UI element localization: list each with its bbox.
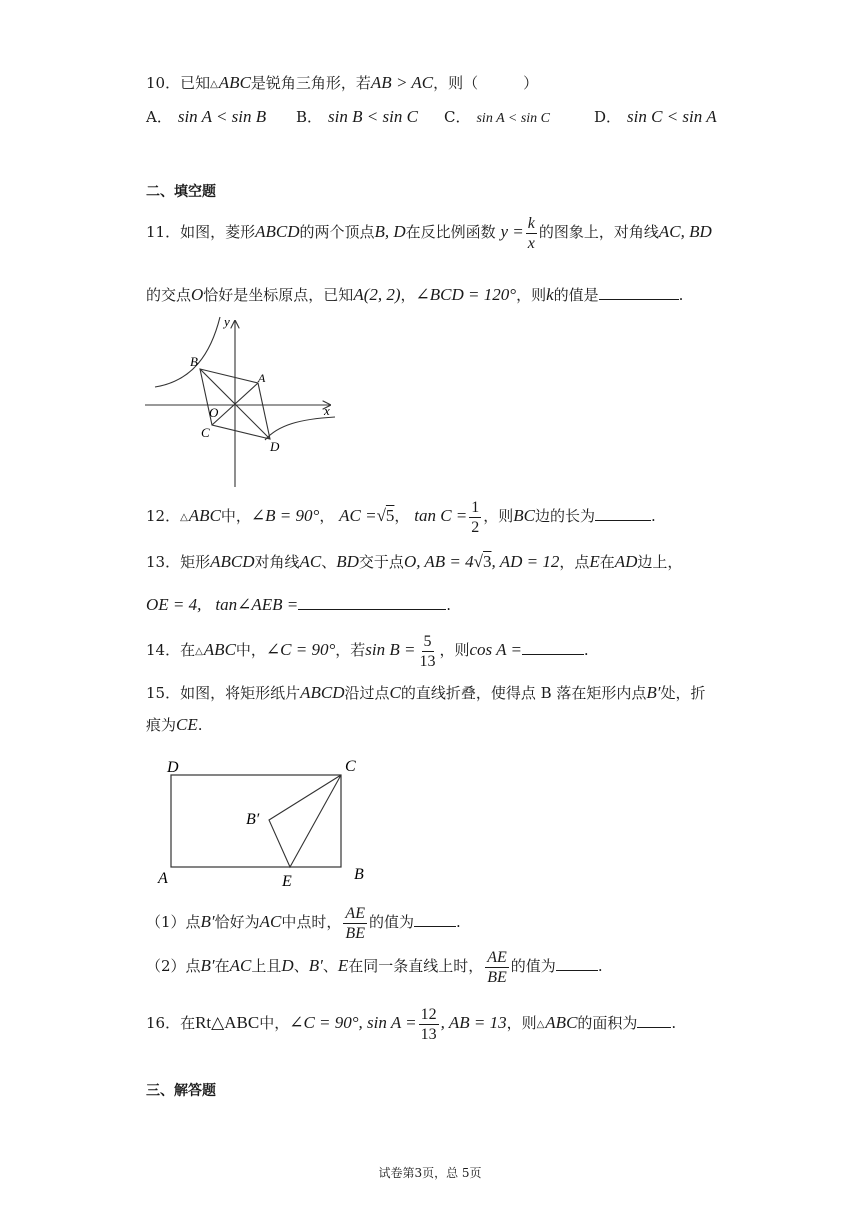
label-x: x xyxy=(324,403,330,418)
q10-stem: 10．已知△ABC是锐角三角形，若AB > AC，则（ ） xyxy=(146,73,539,92)
q10-option-d[interactable]: D． sin C < sin A xyxy=(594,107,717,126)
q15-sub1-answer-blank[interactable] xyxy=(414,926,456,927)
label-d: D xyxy=(167,759,179,776)
q11-answer-blank[interactable] xyxy=(599,299,679,300)
label-c: C xyxy=(201,425,210,440)
q11-fraction-k-x: $\frac{k}{x}$ xyxy=(527,214,535,252)
q15-sub2-answer-blank[interactable] xyxy=(556,970,598,971)
q12-fraction-one-half: $\frac{1}{2}$ xyxy=(471,498,480,536)
q13-line2: OE = 4, tan∠AEB = . xyxy=(146,595,452,614)
label-e: E xyxy=(282,873,292,890)
q15-fraction-ae-be: $\frac{AE}{BE}$ xyxy=(345,904,365,942)
label-a: A xyxy=(158,870,168,887)
label-a: A xyxy=(258,371,266,385)
q11-line1: 11．如图，菱形ABCD的两个顶点B, D在反比例函数 y = $\frac{k}{x}$ 的图象上，对角线AC, BD xyxy=(146,214,712,252)
hyperbola-branch-right xyxy=(265,417,335,440)
label-b-prime: B′ xyxy=(246,811,260,828)
label-o: O xyxy=(209,405,219,420)
q13-line1: 13．矩形ABCD对角线AC、BD交于点O, AB = 4√3, AD = 12，点E在AD边上， xyxy=(146,552,683,571)
q15-line2: 痕为CE. xyxy=(146,715,203,734)
q12-answer-blank[interactable] xyxy=(595,520,651,521)
label-d: D xyxy=(270,439,280,454)
figure-folded-rectangle xyxy=(150,752,380,892)
section-heading-solve: 三、解答题 xyxy=(146,1083,216,1099)
q16-line: 16．在Rt△ABC中，∠C = 90°, sin A = $\frac{12}{13}$ , AB = 13，则△ABC的面积为 . xyxy=(146,1005,677,1043)
page-footer: 试卷第3页，总 5页 xyxy=(378,1166,482,1180)
q12-line: 12．△ABC中，∠B = 90°， AC =√5， tan C = $\frac{1}{2}$ ，则BC边的长为 . xyxy=(146,498,656,536)
q15-fraction-ae-be-2: $\frac{AE}{BE}$ xyxy=(487,948,507,986)
figure-rhombus-hyperbola xyxy=(145,315,340,490)
hyperbola-branch-left xyxy=(155,317,220,387)
q15-line1: 15．如图，将矩形纸片ABCD沿过点C的直线折叠，使得点 B 落在矩形内点B′处，折 xyxy=(146,683,706,702)
fold-triangle xyxy=(269,775,341,867)
q16-answer-blank[interactable] xyxy=(637,1027,671,1028)
section-heading-fill-blank: 二、填空题 xyxy=(146,184,216,200)
label-c: C xyxy=(345,758,356,775)
q14-answer-blank[interactable] xyxy=(522,654,584,655)
q16-fraction-12-13: $\frac{12}{13}$ xyxy=(420,1005,437,1043)
q10-option-b[interactable]: B． sin B < sin C xyxy=(296,107,418,126)
q14-fraction-5-13: $\frac{5}{13}$ xyxy=(419,632,436,670)
label-y: y xyxy=(224,315,230,329)
label-b: B xyxy=(190,354,198,369)
q10-option-c[interactable]: C． sin A < sin C xyxy=(444,108,550,126)
q15-sub2: （2）点B′在AC上且D、B′、E在同一条直线上时， $\frac{AE}{BE}$ 的值为 . xyxy=(146,948,603,986)
q15-sub1: （1）点B′恰好为AC中点时， $\frac{AE}{BE}$ 的值为 . xyxy=(146,904,461,942)
q14-line: 14．在△ABC中，∠C = 90°，若sin B = $\frac{5}{13}$ ，则cos A = . xyxy=(146,632,589,670)
q11-line2: 的交点O恰好是坐标原点，已知A(2, 2)，∠BCD = 120°，则k的值是 . xyxy=(146,285,684,304)
q10-option-a[interactable]: A． sin A < sin B xyxy=(146,107,267,126)
q13-answer-blank[interactable] xyxy=(298,609,446,610)
label-b: B xyxy=(354,866,364,883)
